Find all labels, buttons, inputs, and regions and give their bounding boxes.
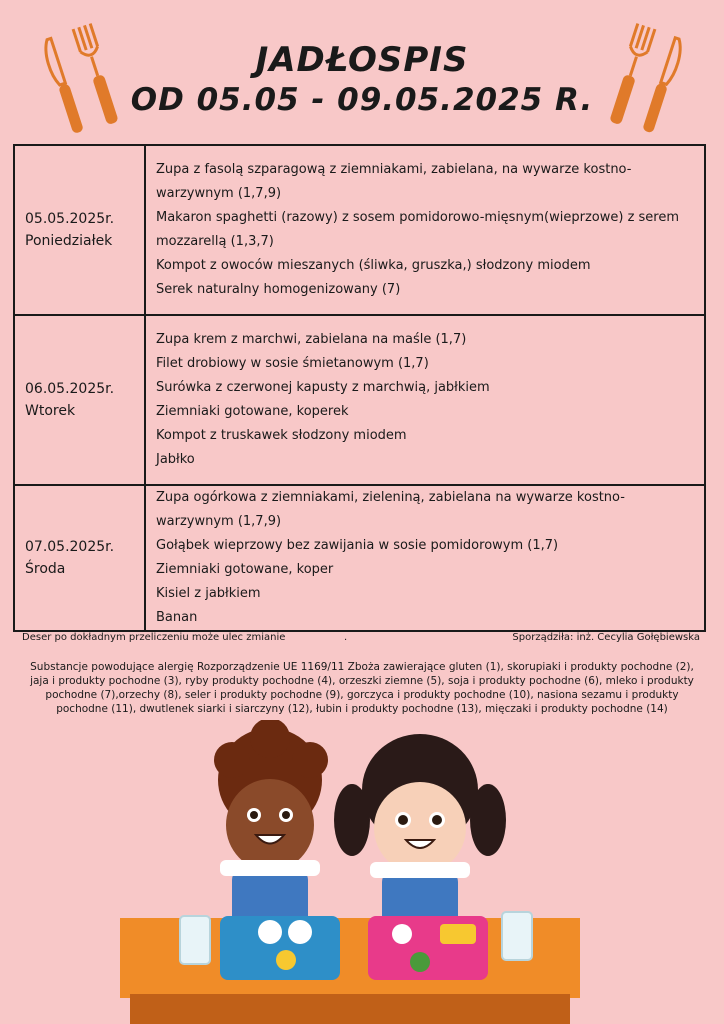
- dish-item: Kompot z owoców mieszanych (śliwka, gruszka,) słodzony miodem: [156, 258, 591, 273]
- dish-item: Ziemniaki gotowane, koperek: [156, 404, 349, 419]
- dish-item: Banan: [156, 610, 198, 625]
- dish-item: Jabłko: [156, 452, 195, 467]
- dish-item: Kisiel z jabłkiem: [156, 586, 261, 601]
- table-row: [14, 145, 705, 315]
- dessert-note: Deser po dokładnym przeliczeniu może ulec zmianie: [22, 632, 286, 643]
- dish-item: Kompot z truskawek słodzony miodem: [156, 428, 407, 443]
- dish-item: Zupa ogórkowa z ziemniakami, zieleniną, zabielana na wywarze kostno-warzywnym (1,7,9): [156, 490, 625, 529]
- day-weekday: Poniedziałek: [25, 233, 113, 249]
- date-range-title: OD 05.05 - 09.05.2025 R.: [130, 82, 594, 118]
- page-title: JADŁOSPIS: [255, 40, 469, 80]
- dish-item: Makaron spaghetti (razowy) z sosem pomidorowo-mięsnym(wieprzowe) z serem mozzarellą (1,3,7): [156, 210, 680, 249]
- day-cell: [14, 485, 145, 631]
- menu-table: [13, 144, 706, 632]
- day-weekday: Środa: [25, 561, 66, 577]
- day-date: 05.05.2025r.: [25, 211, 115, 227]
- day-cell: [14, 315, 145, 485]
- dish-item: Zupa krem z marchwi, zabielana na maśle (1,7): [156, 332, 467, 347]
- table-row: [14, 485, 705, 631]
- footer-dot: .: [344, 632, 348, 643]
- dishes-cell: [145, 145, 705, 315]
- dish-item: Zupa z fasolą szparagową z ziemniakami, zabielana, na wywarze kostno-warzywnym (1,7,9): [156, 162, 632, 201]
- dishes-cell: [145, 485, 705, 631]
- allergen-info: Substancje powodujące alergię Rozporządzenie UE 1169/11 Zboża zawierające gluten (1), skorupiaki i produkty pochodne (2), jaja i produkty pochodne (3), ryby produkty pochodne (4), orzeszki ziemne (5), soja i produkty pochodne (6), mleko i produkty pochodne (7),orzechy (8), seler i produkty pochodne (9), gorczyca i produkty pochodne (10), nasiona sezamu i produkty pochodne (11), dwutlenek siarki i siarczyny (12), łubin i produkty pochodne (13), mięczaki i produkty pochodne (14): [30, 661, 694, 715]
- table-row: [14, 315, 705, 485]
- dish-item: Ziemniaki gotowane, koper: [156, 562, 334, 577]
- kids-eating-illustration: [120, 720, 600, 1024]
- day-date: 06.05.2025r.: [25, 381, 115, 397]
- dish-item: Filet drobiowy w sosie śmietanowym (1,7): [156, 356, 429, 371]
- day-cell: [14, 145, 145, 315]
- dish-item: Serek naturalny homogenizowany (7): [156, 282, 401, 297]
- day-weekday: Wtorek: [25, 403, 76, 419]
- day-date: 07.05.2025r.: [25, 539, 115, 555]
- dish-item: Gołąbek wieprzowy bez zawijania w sosie pomidorowym (1,7): [156, 538, 559, 553]
- dishes-cell: [145, 315, 705, 485]
- author-credit: Sporządziła: inż. Cecylia Gołębiewska: [512, 632, 700, 643]
- dish-item: Surówka z czerwonej kapusty z marchwią, jabłkiem: [156, 380, 490, 395]
